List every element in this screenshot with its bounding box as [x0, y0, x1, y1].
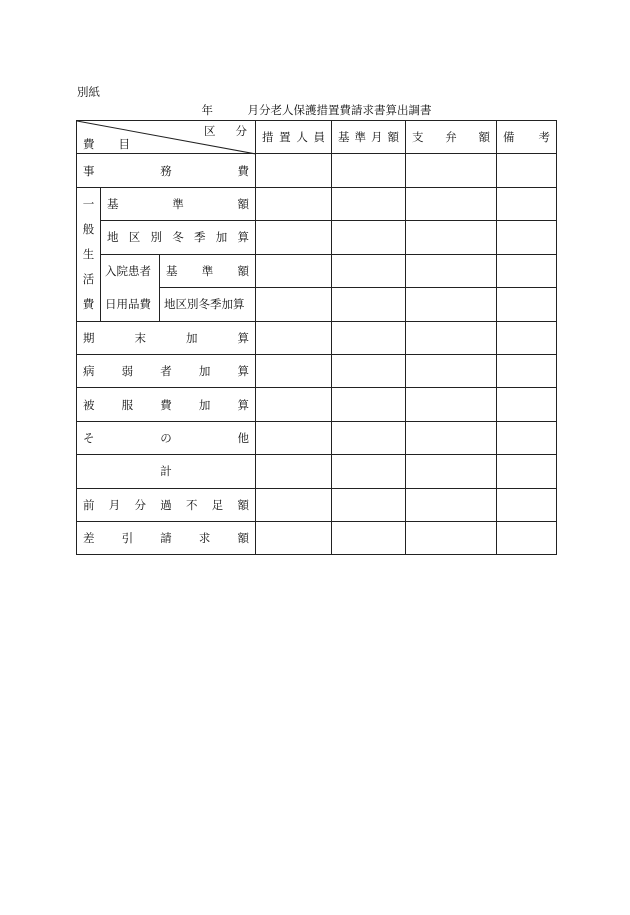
row-chiku-tokikasan: [77, 221, 557, 254]
header-payment: [406, 121, 497, 154]
row-kimatsu-kasan: [77, 321, 557, 354]
row-zengetsu-kafusoku: [77, 488, 557, 521]
cell: [256, 354, 332, 387]
cell: [332, 321, 406, 354]
header-persons-label: 措 置 人 員: [262, 130, 325, 145]
cell: [406, 187, 497, 220]
claim-table: [76, 120, 557, 555]
label-nyuin-nichiyohinhi: 入院患者 日用品費: [101, 254, 160, 321]
label-byojakusha-kasan: 病 弱 者 加 算: [77, 354, 256, 387]
cell: [256, 521, 332, 554]
label-kijungaku: 基 準 額: [101, 187, 256, 220]
row-total: [77, 455, 557, 488]
cell: [497, 354, 557, 387]
cell: [406, 388, 497, 421]
cell: [497, 321, 557, 354]
header-kubun: 区分: [204, 124, 268, 138]
label-kimatsu-kasan: 期 末 加 算: [77, 321, 256, 354]
cell: [332, 455, 406, 488]
header-base-monthly-label: 基 準 月 額: [338, 130, 400, 145]
cell: [406, 221, 497, 254]
header-remarks: [497, 121, 557, 154]
cell: [406, 455, 497, 488]
cell: [256, 187, 332, 220]
cell: [497, 488, 557, 521]
cell: [256, 254, 332, 288]
cell: [256, 321, 332, 354]
row-nyuin-kijungaku: [77, 254, 557, 288]
cell: [497, 521, 557, 554]
cell: [256, 154, 332, 187]
cell: [406, 354, 497, 387]
header-himoku: 費目: [83, 137, 154, 152]
row-kijungaku: [77, 187, 557, 220]
cell: [406, 154, 497, 187]
cell: [332, 388, 406, 421]
cell: [332, 354, 406, 387]
cell: [332, 521, 406, 554]
row-sabiki-seikyugaku: [77, 521, 557, 554]
cell: [332, 187, 406, 220]
header-payment-label: 支 弁 額: [412, 130, 491, 145]
cell: [497, 455, 557, 488]
row-jimuhi: [77, 154, 557, 187]
cell: [497, 288, 557, 322]
cell: [256, 421, 332, 454]
cell: [406, 288, 497, 322]
diagonal-header-cell: [77, 121, 268, 154]
label-hifukuhi-kasan: 被 服 費 加 算: [77, 388, 256, 421]
row-hifukuhi-kasan: [77, 388, 557, 421]
cell: [497, 421, 557, 454]
cell: [256, 388, 332, 421]
cell: [332, 254, 406, 288]
cell: [406, 421, 497, 454]
cell: [497, 388, 557, 421]
cell: [256, 221, 332, 254]
label-ippan-seikatsuhi: 一 般 生 活 費: [77, 187, 101, 321]
label-nyuin-chiku-tokikasan: 地区別冬季加算: [160, 288, 256, 322]
cell: [332, 154, 406, 187]
cell: [332, 488, 406, 521]
label-chiku-tokikasan: 地 区 別 冬 季 加 算: [101, 221, 256, 254]
cell: [497, 254, 557, 288]
cell: [406, 254, 497, 288]
cell: [256, 455, 332, 488]
document-title: 年 月分老人保護措置費請求書算出調書: [201, 103, 432, 117]
cell: [497, 221, 557, 254]
label-zengetsu-kafusoku: 前 月 分 過 不 足 額: [77, 488, 256, 521]
label-total: 計: [77, 455, 256, 488]
cell: [406, 521, 497, 554]
header-row: [77, 121, 557, 154]
row-sonota: [77, 421, 557, 454]
label-nyuin-kijungaku: 基 準 額: [160, 254, 256, 288]
cell: [497, 187, 557, 220]
cell: [497, 154, 557, 187]
cell: [332, 288, 406, 322]
label-sonota: そ の 他: [77, 421, 256, 454]
cell: [332, 421, 406, 454]
label-jimuhi: 事 務 費: [77, 154, 256, 187]
cell: [332, 221, 406, 254]
label-sabiki-seikyugaku: 差 引 請 求 額: [77, 521, 256, 554]
attachment-label: 別紙: [77, 85, 100, 99]
cell: [406, 321, 497, 354]
cell: [256, 288, 332, 322]
header-base-monthly: [332, 121, 406, 154]
cell: [256, 488, 332, 521]
cell: [406, 488, 497, 521]
row-byojakusha-kasan: [77, 354, 557, 387]
header-remarks-label: 備 考: [503, 130, 551, 145]
